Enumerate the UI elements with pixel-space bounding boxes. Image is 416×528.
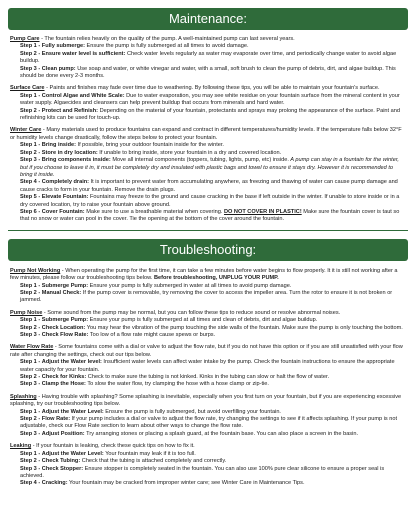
- pump-not-working-step-1: Step 1 - Submerge Pump: Ensure your pump is fully submerged in water at all times to avoid pump damage.: [20, 282, 292, 289]
- splashing-step-2: Step 2 - Flow Rate: If your pump includes a dial or valve to adjust the flow rate, try changing the settings to see if it affects splashing. If your pump is not adjustable, check our Flow Rate section to learn about other ways to change the flow rate.: [20, 416, 398, 430]
- pump-care-block: [10, 36, 406, 80]
- winter-care-block: [10, 127, 406, 223]
- troubleshooting-banner: [8, 239, 408, 261]
- surface-care-step-2: Step 2 - Protect and Refinish: Depending on the material of your fountain, protectants and sprays may prolong the appearance of the surface. Paint and refinishing kits can be used for touch-up.: [20, 107, 400, 122]
- pump-noise-block: [10, 310, 406, 340]
- splashing-step-1: Step 1 - Adjust the Water Level: Ensure the pump is fully submerged, but avoid overfilling your fountain.: [20, 408, 281, 415]
- leaking-intro: Leaking - If your fountain is leaking, check these quick tips on how to fix it.: [10, 443, 195, 450]
- pump-noise-heading: Pump Noise: [10, 309, 43, 316]
- leaking-step-2: Step 2 - Check Tubing: Check that the tubing is attached completely and correctly.: [20, 458, 227, 465]
- plastic-warning: DO NOT COVER IN PLASTIC!: [223, 208, 302, 215]
- water-flow-rate-step-3: Step 3 - Clamp the Hose: To slow the water flow, try clamping the hose with a hose clamp or zip-tie.: [20, 381, 269, 388]
- pump-not-working-intro: Pump Not Working - When operating the pump for the first time, it can take a few minutes before water begins to flow properly. It it is still not working after a few minutes, please follow our troubleshooting tips below. Before troubleshooting, UNPLUG YOUR PUMP.: [10, 267, 398, 282]
- winter-care-step-6: Step 6 - Cover Fountain: Make sure to use a breathable material when covering. DO NOT COVER IN PLASTIC! Make sure the fountain cover is taut so that no snow or water can pool in the cover. Tie the opening at the bottom of the cover around the fountain.: [20, 208, 400, 223]
- winter-care-step-1: Step 1 - Bring inside: If possible, bring your outdoor fountain inside for the winter.: [20, 142, 224, 149]
- pump-care-intro: Pump Care - The fountain relies heavily on the quality of the pump. A well-maintained pump can last several years.: [10, 36, 295, 42]
- splashing-intro: Splashing - Having trouble with splashing? Some splashing is inevitable, especially when you first turn on your fountain, but if you are experiencing excessive splashing, try our troubleshooting tips below.: [10, 393, 402, 408]
- pump-noise-step-1: Step 1 - Submerge Pump: Ensure your pump is fully submerged at all times and clean of debris, dirt and algae buildup.: [20, 317, 318, 324]
- leaking-block: [10, 443, 406, 487]
- water-flow-rate-step-2: Step 2 - Check for Kinks: Check to make sure the tubing is not kinked. Kinks in the tubing can slow or halt the flow of water.: [20, 374, 330, 381]
- winter-care-step-4: Step 4 - Completely drain: It is important to prevent water from accumulating anywhere, as freezing and thawing of water can cause pump damage and cause cracks to form in your fountain. Remove the drain plugs.: [20, 179, 398, 193]
- water-flow-rate-block: [10, 344, 406, 388]
- leaking-heading: Leaking: [10, 443, 32, 450]
- splashing-block: [10, 394, 406, 438]
- pump-noise-intro: Pump Noise - Some sound from the pump may be normal, but you can follow these tips to reduce sound or resolve abnormal noises.: [10, 309, 341, 316]
- winter-care-intro: Winter Care - Many materials used to produce fountains can expand and contract in different temperatures/humidity levels. If the temperature falls below 32°F or humidity levels change drastically, follow the steps below to protect your fountain.: [10, 127, 402, 141]
- leaking-step-1: Step 1 - Adjust the Water Level: Your fountain may leak if it is too full.: [20, 450, 196, 457]
- pump-not-working-block: [10, 268, 406, 305]
- pump-noise-step-3: Step 3 - Check Flow Rate: Too low of a flow rate might cause spews or burps.: [20, 332, 216, 338]
- pump-care-step-2: Step 2 - Ensure water level is sufficient: Check water levels regularly as water may evaporate over time, and periodically change water to avoid algae buildup.: [20, 50, 397, 65]
- water-flow-rate-heading: Water Flow Rate: [10, 344, 54, 351]
- pump-not-working-heading: Pump Not Working: [10, 267, 61, 274]
- pump-care-heading: Pump Care: [10, 36, 40, 42]
- pump-care-step-1: Step 1 - Fully submerge: Ensure the pump is fully submerged at all times to avoid damage.: [20, 43, 249, 50]
- pump-not-working-step-2: Step 2 - Manual Check: If the pump cover is removable, try removing the cover to access the impeller area. Turn the rotor to ensure it is not broken or jammed.: [20, 289, 393, 304]
- pump-noise-step-2: Step 2 - Check Location: You may hear the vibration of the pump touching the side walls of the fountain. Make sure the pump is only touching the bottom.: [20, 324, 403, 331]
- maintenance-section: [0, 36, 416, 224]
- splashing-step-3: Step 3 - Adjust Position: Try arranging stones or placing a splash guard, at the fountain base. You can also place a screen in the basin.: [20, 430, 359, 437]
- pump-care-step-3: Step 3 - Clean pump: Use soap and water, or white vinegar and water, with a small, soft brush to clean the pump of debris, dirt, and algae buildup. This should be done every 2-3 months.: [20, 65, 396, 80]
- winter-care-heading: Winter Care: [10, 127, 42, 134]
- section-divider: [8, 230, 408, 231]
- splashing-heading: Splashing: [10, 393, 37, 400]
- surface-care-block: [10, 85, 406, 122]
- surface-care-heading: Surface Care: [10, 85, 45, 92]
- surface-care-intro: Surface Care - Paints and finishes may fade over time due to weathering. By following these tips, you will be able to maintain your fountain's surface.: [10, 85, 380, 92]
- maintenance-banner: [8, 8, 408, 30]
- winter-care-step-5: Step 5 - Elevate Fountain: Fountains may freeze to the ground and cause cracking in the base if left outside in the winter. If unable to store inside or in a dry covered location, try to raise your fountain above ground.: [20, 194, 400, 208]
- leaking-step-4: Step 4 - Cracking: Your fountain may be cracked from improper winter care; see Winter Care in Maintenance Tips.: [20, 480, 305, 487]
- troubleshooting-title: Troubleshooting:: [159, 241, 257, 257]
- water-flow-rate-intro: Water Flow Rate - Some fountains come with a dial or valve to adjust the flow rate, but if you do not have this option or if you are still unsatisfied with your flow rate after changing the settings, check out our tips below.: [10, 344, 403, 358]
- instruction-page: [0, 8, 416, 528]
- leaking-step-3: Step 3 - Check Stopper: Ensure stopper is completely seated in the fountain. You can also use 100% pure clear silicone to ensure a proper seal is achieved.: [20, 465, 385, 479]
- winter-care-step-3: Step 3 - Bring components inside: Move all internal components (toppers, tubing, lights, pump, etc) inside. A pump can stay in a fountain for the winter, but if you choose to leave it in, it must be completely dry and insulated with plastic bags and towel to ensure it stays dry. However it is recommended to bring it inside.: [20, 157, 399, 178]
- troubleshooting-section: [0, 268, 416, 488]
- maintenance-title: Maintenance:: [168, 11, 248, 26]
- water-flow-rate-step-1: Step 1 - Adjust the Water level: Insufficient water levels can affect water intake by the pump. Check the fountain instructions to ensure the appropriate water capacity for your fountain.: [20, 359, 395, 373]
- winter-care-step-2: Step 2 - Store in dry location: If unable to bring inside, store your fountain in a dry and covered location.: [20, 149, 282, 156]
- surface-care-step-1: Step 1 - Control Algae and White Scale: Due to water evaporation, you may see white residue on your fountain surface from the mineral content in your water supply. Algaecides and cleansers can help prevent buildup that occurs from minerals and hard water.: [20, 92, 400, 107]
